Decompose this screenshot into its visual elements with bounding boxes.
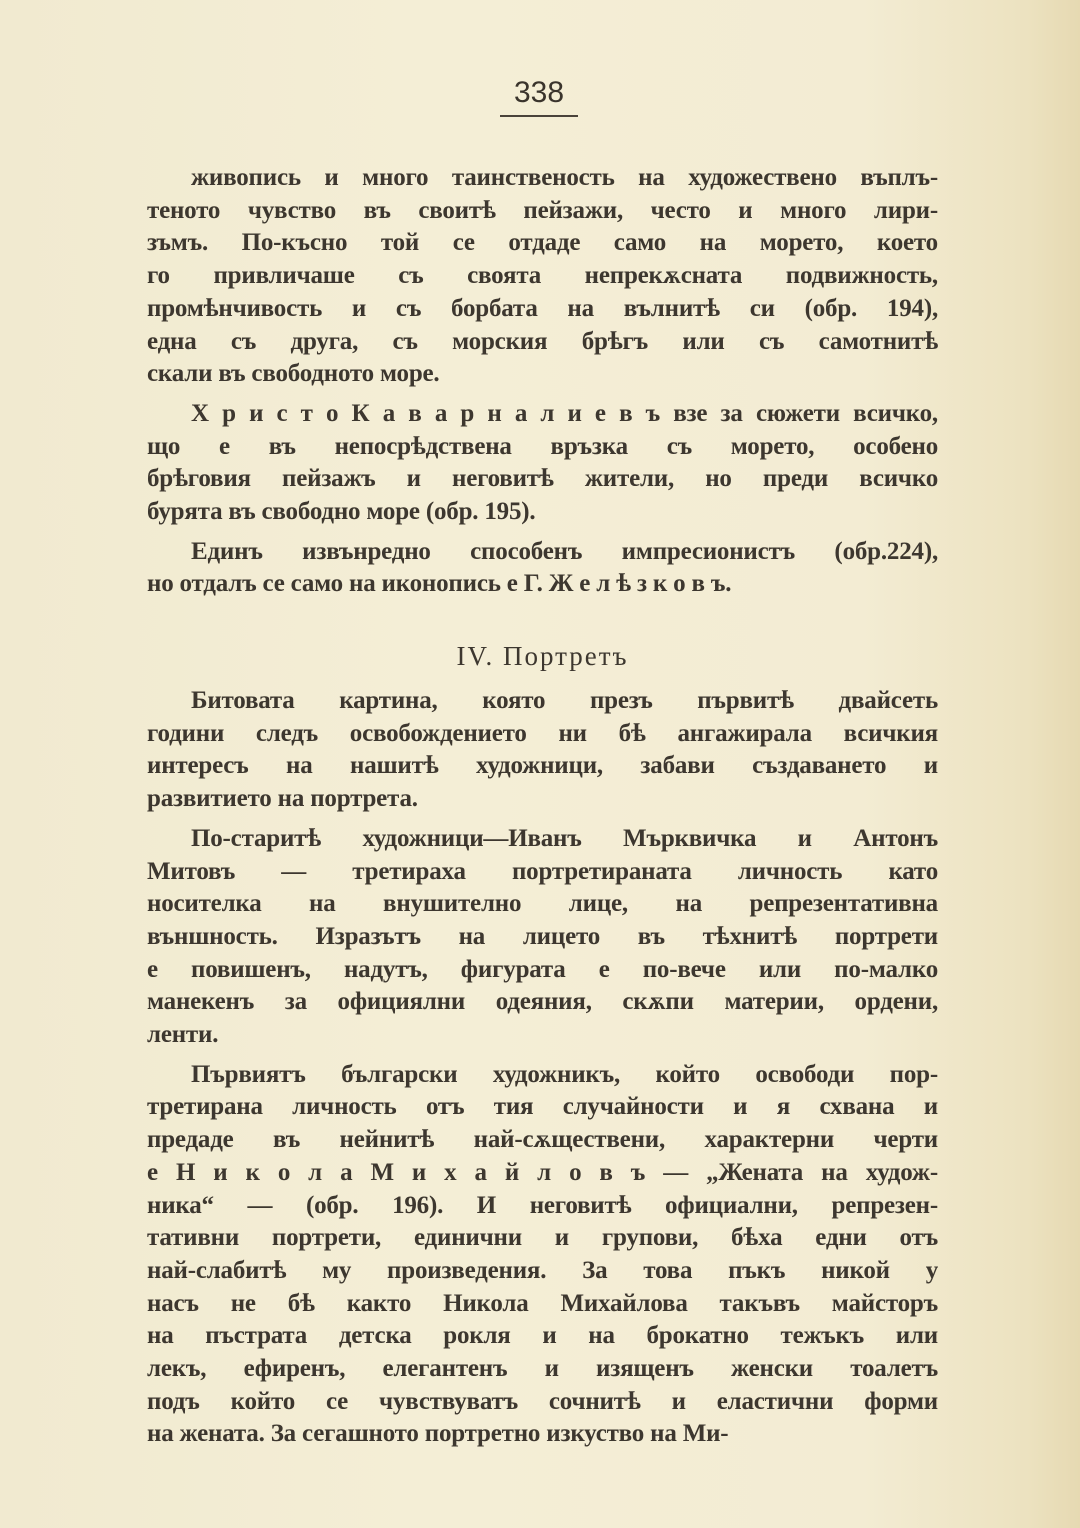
page-number: 338: [513, 76, 565, 109]
text-line: лекъ, ефиренъ, елегантенъ и изященъ женски тоалетъ: [147, 1355, 938, 1382]
text-line: теното чувство въ своитѣ пейзажи, често и много лири-: [147, 196, 938, 224]
text-line: развитието на портрета.: [147, 785, 418, 813]
text-line: го привличаше съ своята непрекѫсната подвижность,: [147, 262, 938, 290]
text-line: години следъ освобождението ни бѣ ангажирала всичкия: [147, 719, 938, 747]
text-line: живопись и много таинственость на художествено въплъ-: [191, 164, 938, 191]
text-line: външность. Изразътъ на лицето въ тѣхнитѣ портрети: [147, 922, 938, 950]
text-line: бурята въ свободно море (обр. 195).: [147, 498, 536, 525]
page-number-underline: [500, 115, 578, 117]
text-line: насъ не бѣ както Никола Михайлова такъвъ майсторъ: [147, 1289, 938, 1317]
text-line: носителка на внушително лице, на репрезентативна: [147, 890, 938, 918]
text-line: най-слабитѣ му произведения. За това пъкъ никой у: [147, 1256, 938, 1284]
text-line: зъмъ. По-късно той се отдаде само на морето, което: [147, 229, 938, 257]
text-line: ника“ — (обр. 196). И неговитѣ официални, репрезен-: [147, 1191, 938, 1219]
section-heading: IV. Портретъ: [456, 641, 629, 671]
text-line: подъ който се чувствуватъ сочнитѣ и еластични форми: [147, 1387, 938, 1415]
text-line: брѣговия пейзажъ и неговитѣ жители, но преди всичко: [147, 465, 938, 493]
text-line: на пъстрата детска рокля и на брокатно тежъкъ или: [147, 1322, 938, 1350]
text-line: е повишенъ, надутъ, фигурата е по-вече или по-малко: [147, 955, 938, 983]
text-line: Първиятъ български художникъ, който освободи пор-: [191, 1060, 938, 1088]
text-line: Х р и с т о К а в а р н а л и е в ъ взе за сюжети всичко,: [191, 399, 938, 427]
text-line: що е въ непосрѣдствена връзка съ морето, особено: [147, 432, 938, 460]
text-line: промѣнчивость и съ борбата на вълнитѣ си (обр. 194),: [147, 294, 938, 322]
text-line: скали въ свободното море.: [147, 360, 440, 388]
text-line: тативни портрети, единични и групови, бѣха едни отъ: [147, 1224, 938, 1252]
text-line: По-старитѣ художници—Иванъ Мърквичка и Антонъ: [191, 824, 938, 852]
text-line: третирана личность отъ тия случайности и я схвана и: [147, 1093, 938, 1121]
text-line: е Н и к о л а М и х а й л о в ъ — „Жената на худож-: [147, 1158, 938, 1186]
text-line: но отдалъ се само на иконопись е Г. Ж е л ѣ з к о в ъ.: [147, 570, 732, 598]
text-line: ленти.: [147, 1021, 219, 1048]
text-line: една съ друга, съ морския брѣгъ или съ самотнитѣ: [147, 327, 938, 355]
text-line: манекенъ за официялни одеяния, скѫпи материи, ордени,: [147, 988, 938, 1016]
text-line: предаде въ нейнитѣ най-сѫществени, характерни черти: [147, 1126, 938, 1154]
text-line: на жената. За сегашното портретно изкуство на Ми-: [147, 1420, 729, 1448]
text-line: Битовата картина, която презъ първитѣ двайсеть: [191, 687, 938, 714]
text-line: Митовъ — третираха портретираната личность като: [147, 857, 938, 885]
text-line: Единъ извънредно способенъ импресионистъ (обр.224),: [191, 537, 938, 565]
text-line: интересъ на нашитѣ художници, забави създаването и: [147, 752, 938, 780]
